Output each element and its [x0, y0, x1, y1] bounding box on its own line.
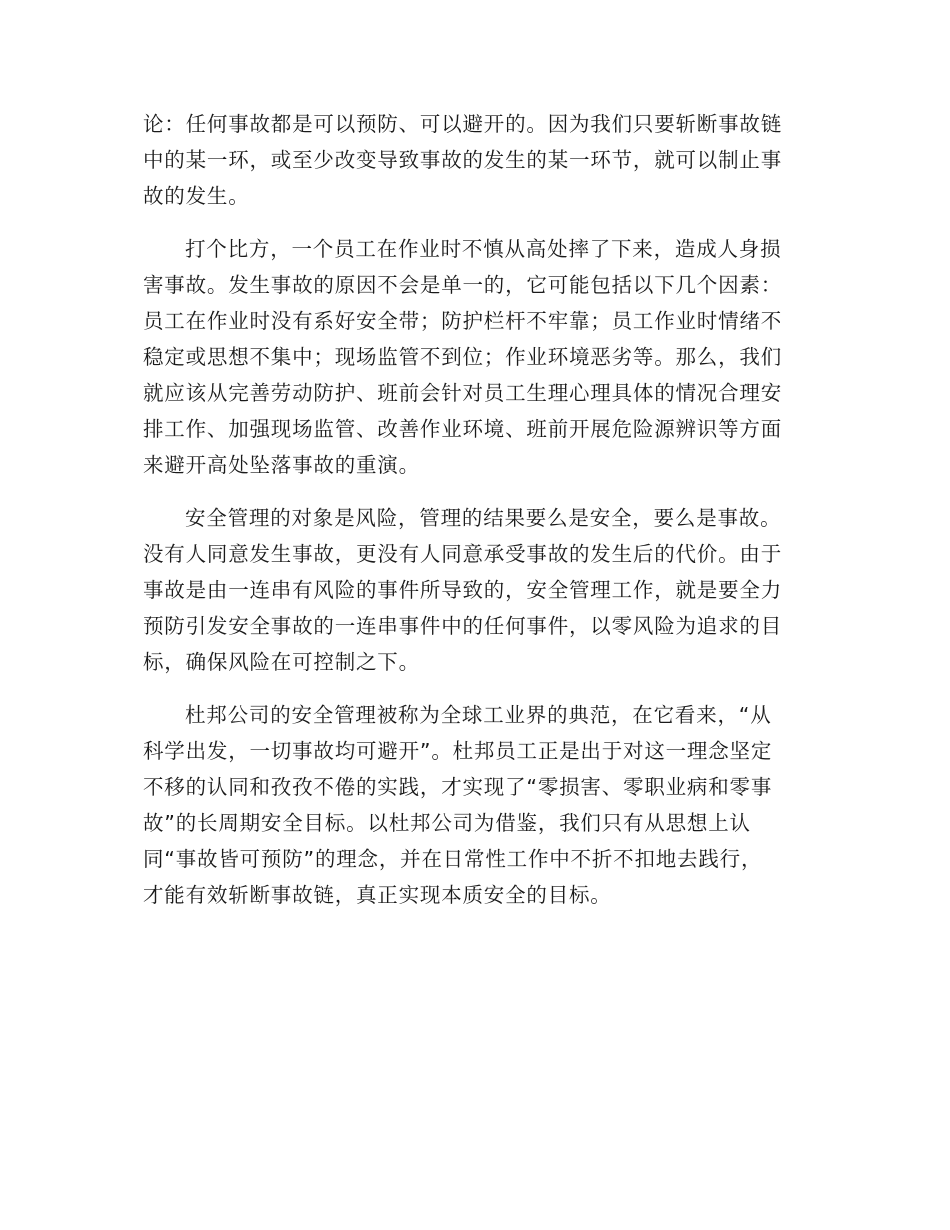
- paragraph-4: [143, 697, 807, 913]
- text-line: 排工作、加强现场监管、改善作业环境、班前开展危险源辨识等方面: [143, 417, 782, 441]
- text-line: 安全管理的对象是风险，管理的结果要么是安全，要么是事故。: [185, 506, 782, 530]
- text-line: 不移的认同和孜孜不倦的实践，才实现了“零损害、零职业病和零事: [143, 775, 773, 799]
- text-line: 故的发生。: [143, 184, 250, 208]
- text-line: 害事故。发生事故的原因不会是单一的，它可能包括以下几个因素：: [143, 273, 782, 297]
- paragraph-1: [143, 106, 807, 214]
- text-line: 标，确保风险在可控制之下。: [143, 650, 420, 674]
- paragraph-3: [143, 500, 807, 680]
- text-line: 员工在作业时没有系好安全带；防护栏杆不牢靠；员工作业时情绪不: [143, 309, 782, 333]
- text-line: 中的某一环，或至少改变导致事故的发生的某一环节，就可以制止事: [143, 148, 782, 172]
- text-line: 论：任何事故都是可以预防、可以避开的。因为我们只要斩断事故链: [143, 112, 782, 136]
- text-line: 稳定或思想不集中；现场监管不到位；作业环境恶劣等。那么，我们: [143, 345, 782, 369]
- text-line: 预防引发安全事故的一连串事件中的任何事件，以零风险为追求的目: [143, 614, 782, 638]
- text-line: 来避开高处坠落事故的重演。: [143, 453, 420, 477]
- paragraph-2: [143, 231, 807, 483]
- text-line: 打个比方，一个员工在作业时不慎从高处摔了下来，造成人身损: [185, 237, 782, 261]
- text-line: 杜邦公司的安全管理被称为全球工业界的典范，在它看来，“从: [185, 703, 772, 727]
- text-line: 科学出发，一切事故均可避开”。杜邦员工正是出于对这一理念坚定: [143, 739, 773, 763]
- text-line: 才能有效斩断事故链，真正实现本质安全的目标。: [143, 883, 612, 907]
- text-line: 事故是由一连串有风险的事件所导致的，安全管理工作，就是要全力: [143, 578, 782, 602]
- text-line: 没有人同意发生事故，更没有人同意承受事故的发生后的代价。由于: [143, 542, 782, 566]
- text-line: 同“事故皆可预防”的理念，并在日常性工作中不折不扣地去践行，: [143, 847, 763, 871]
- document-body: [143, 106, 807, 930]
- text-line: 就应该从完善劳动防护、班前会针对员工生理心理具体的情况合理安: [143, 381, 782, 405]
- text-line: 故”的长周期安全目标。以杜邦公司为借鉴，我们只有从思想上认: [143, 811, 751, 835]
